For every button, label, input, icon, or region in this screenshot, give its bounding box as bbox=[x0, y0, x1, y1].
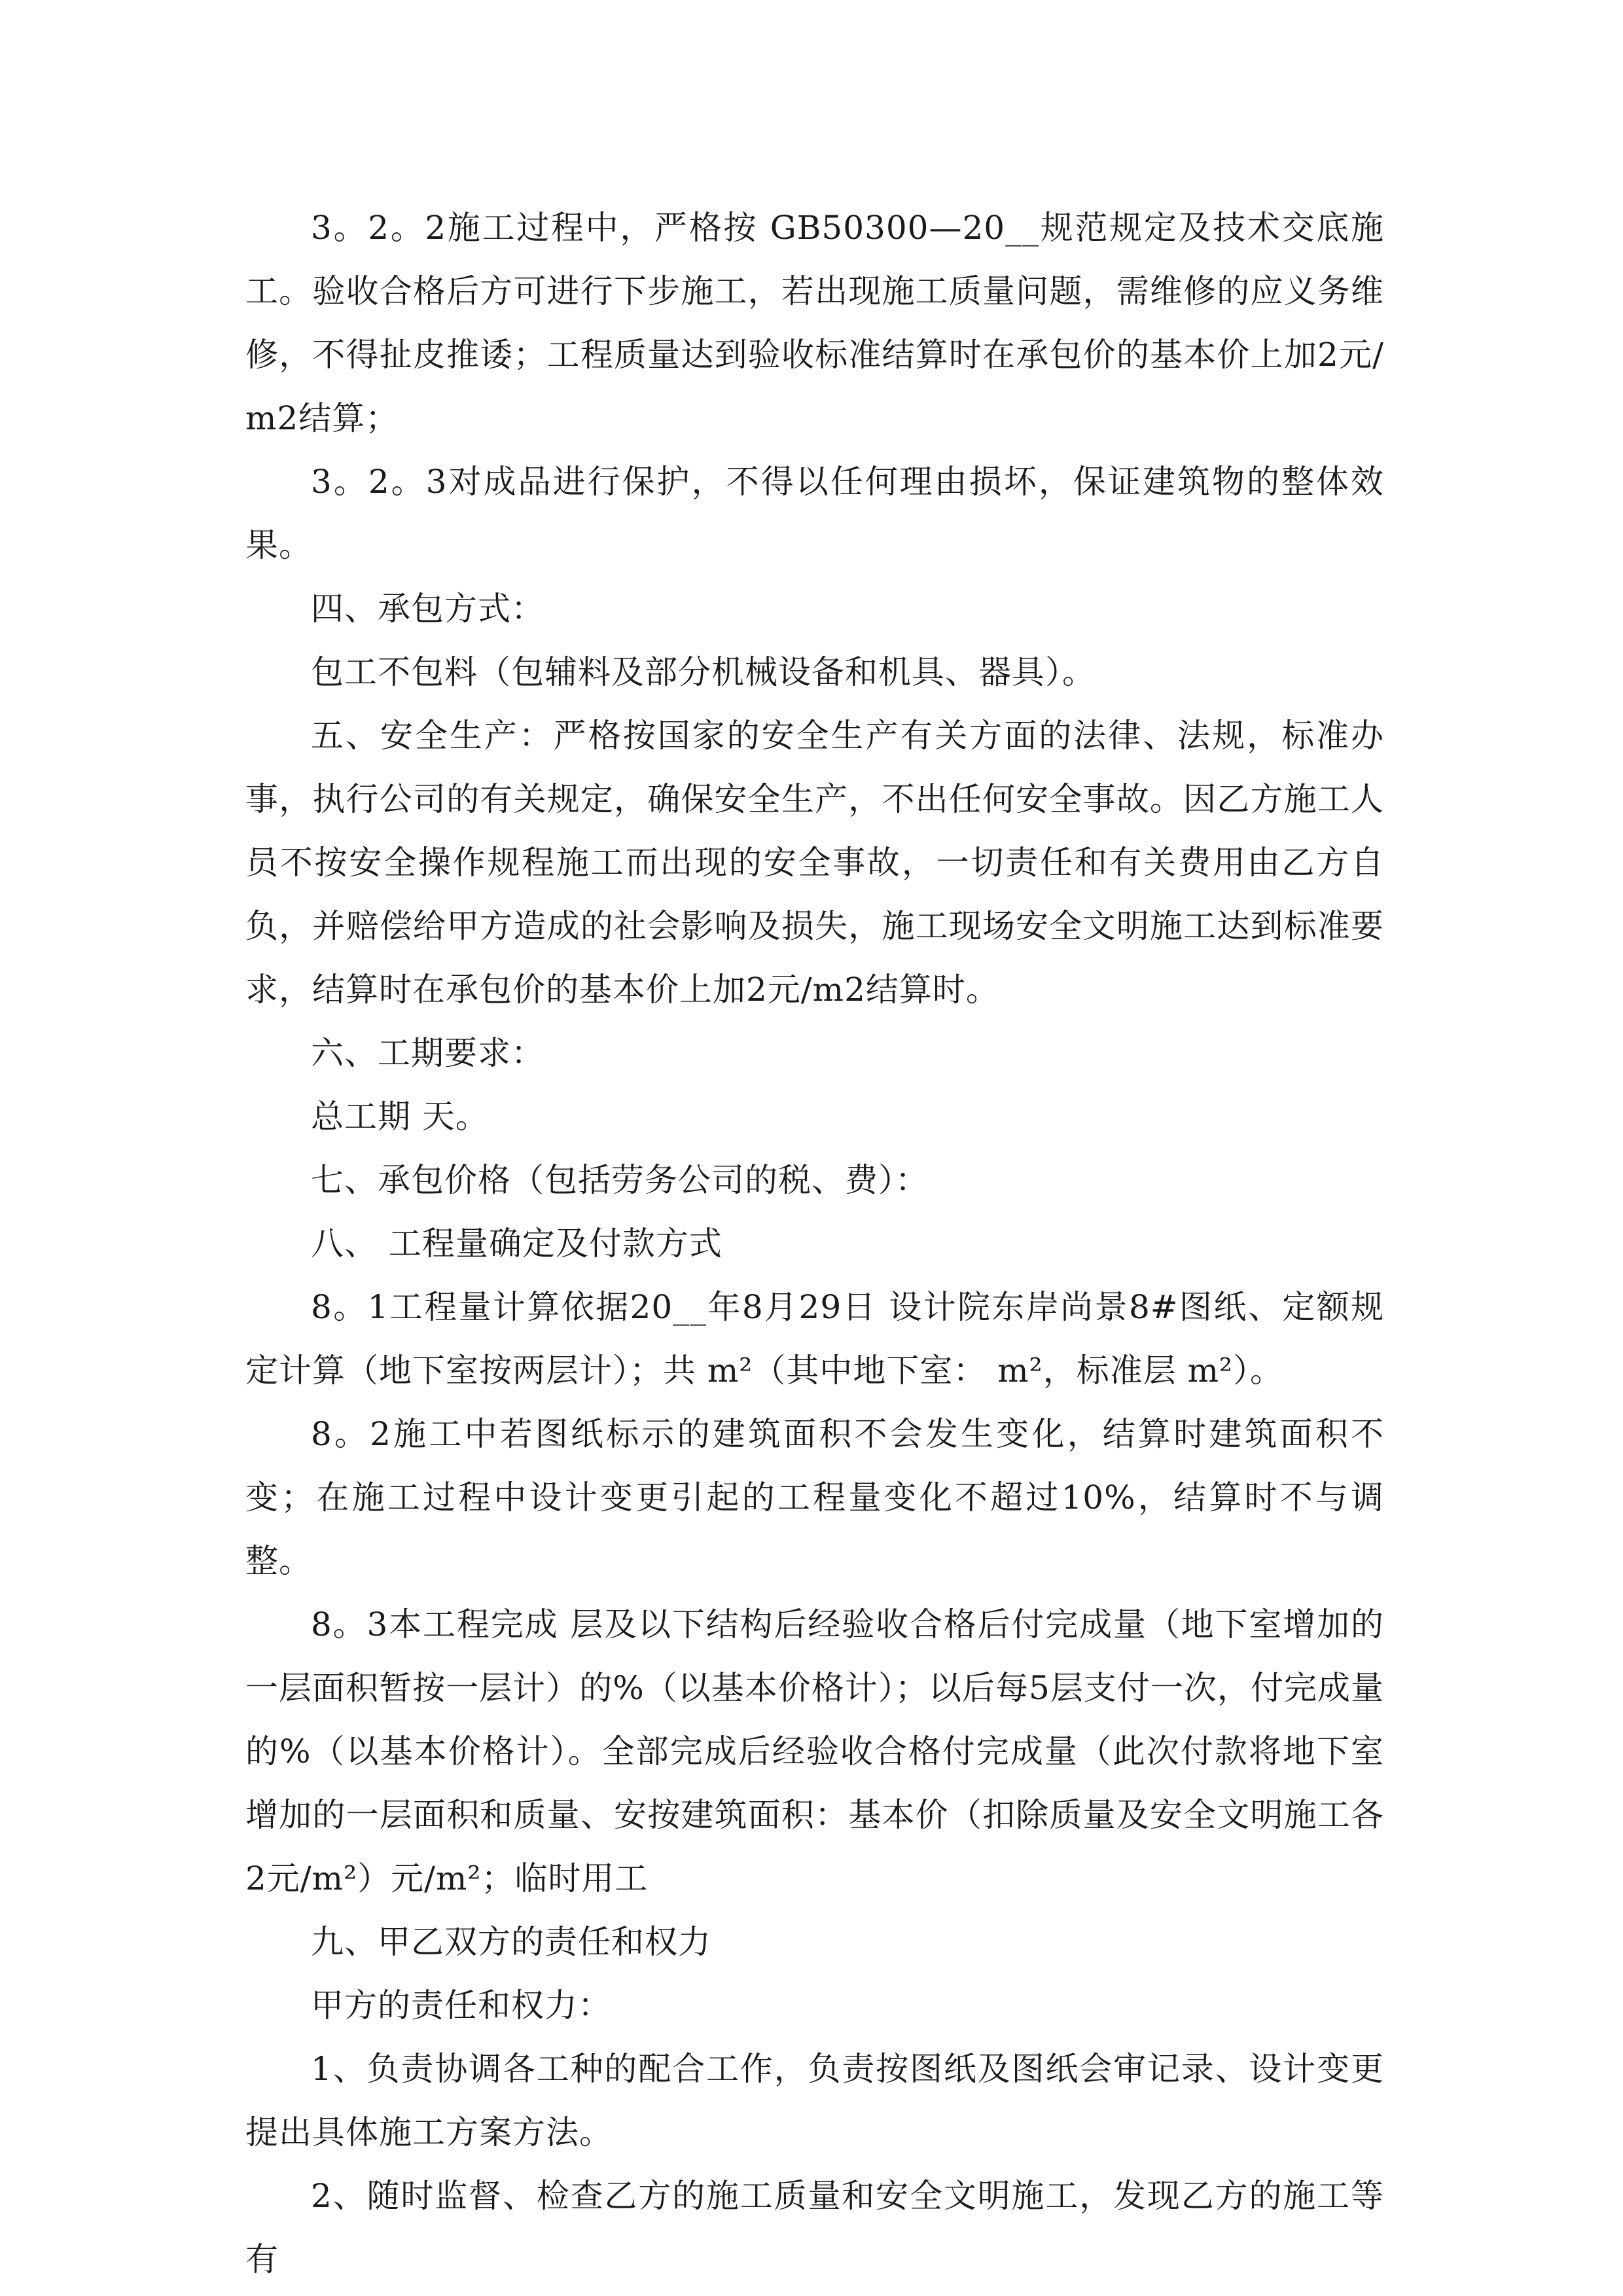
paragraph-total-duration: 总工期 天。 bbox=[311, 1098, 489, 1136]
paragraph-8-3: 8。3本工程完成 层及以下结构后经验收合格后付完成量（地下室增加的一层面积暂按一层计）的%（以基本价格计）；以后每5层支付一次，付完成量的%（以基本价格计）。全部完成后经验收合格付完成量（此次付款将地下室增加的一层面积和质量、安按建筑面积：基本价（扣除质量及安全文明施工各2元/m²）元/m²；临时用工 bbox=[245, 1605, 1384, 1897]
paragraph-party-a-item-2: 2、随时监督、检查乙方的施工质量和安全文明施工，发现乙方的施工等有 bbox=[245, 2177, 1384, 2278]
paragraph-3-2-2: 3。2。2施工过程中，严格按 GB50300—20__规范规定及技术交底施工。验收合格后方可进行下步施工，若出现施工质量问题，需维修的应义务维修，不得扯皮推诿；工程质量达到验收标准结算时在承包价的基本价上加2元/m2结算； bbox=[245, 209, 1384, 437]
paragraph-contract-method: 包工不包料（包辅料及部分机械设备和机具、器具）。 bbox=[311, 653, 1096, 691]
paragraph-3-2-3: 3。2。3对成品进行保护，不得以任何理由损坏，保证建筑物的整体效果。 bbox=[245, 463, 1384, 564]
heading-contract-method: 四、承包方式： bbox=[311, 590, 544, 628]
paragraph-party-a-item-1: 1、负责协调各工种的配合工作，负责按图纸及图纸会审记录、设计变更提出具体施工方案方法。 bbox=[245, 2050, 1384, 2151]
heading-schedule: 六、工期要求： bbox=[311, 1034, 544, 1072]
paragraph-8-2: 8。2施工中若图纸标示的建筑面积不会发生变化，结算时建筑面积不变；在施工过程中设计变更引起的工程量变化不超过10%，结算时不与调整。 bbox=[245, 1415, 1384, 1580]
heading-responsibilities: 九、甲乙双方的责任和权力 bbox=[311, 1923, 711, 1961]
heading-contract-price: 七、承包价格（包括劳务公司的税、费）： bbox=[311, 1161, 929, 1199]
document-page bbox=[245, 196, 1384, 2278]
paragraph-safety-production: 五、安全生产：严格按国家的安全生产有关方面的法律、法规，标准办事，执行公司的有关规定，确保安全生产，不出任何安全事故。因乙方施工人员不按安全操作规程施工而出现的安全事故，一切责任和有关费用由乙方自负，并赔偿给甲方造成的社会影响及损失，施工现场安全文明施工达到标准要求，结算时在承包价的基本价上加2元/m2结算时。 bbox=[245, 717, 1384, 1009]
paragraph-8-1: 8。1工程量计算依据20__年8月29日 设计院东岸尚景8#图纸、定额规定计算（地下室按两层计）；共 m²（其中地下室： m²，标准层 m²）。 bbox=[245, 1288, 1384, 1390]
heading-party-a-responsibilities: 甲方的责任和权力： bbox=[311, 1986, 611, 2024]
heading-quantity-payment: 八、 工程量确定及付款方式 bbox=[311, 1225, 722, 1263]
